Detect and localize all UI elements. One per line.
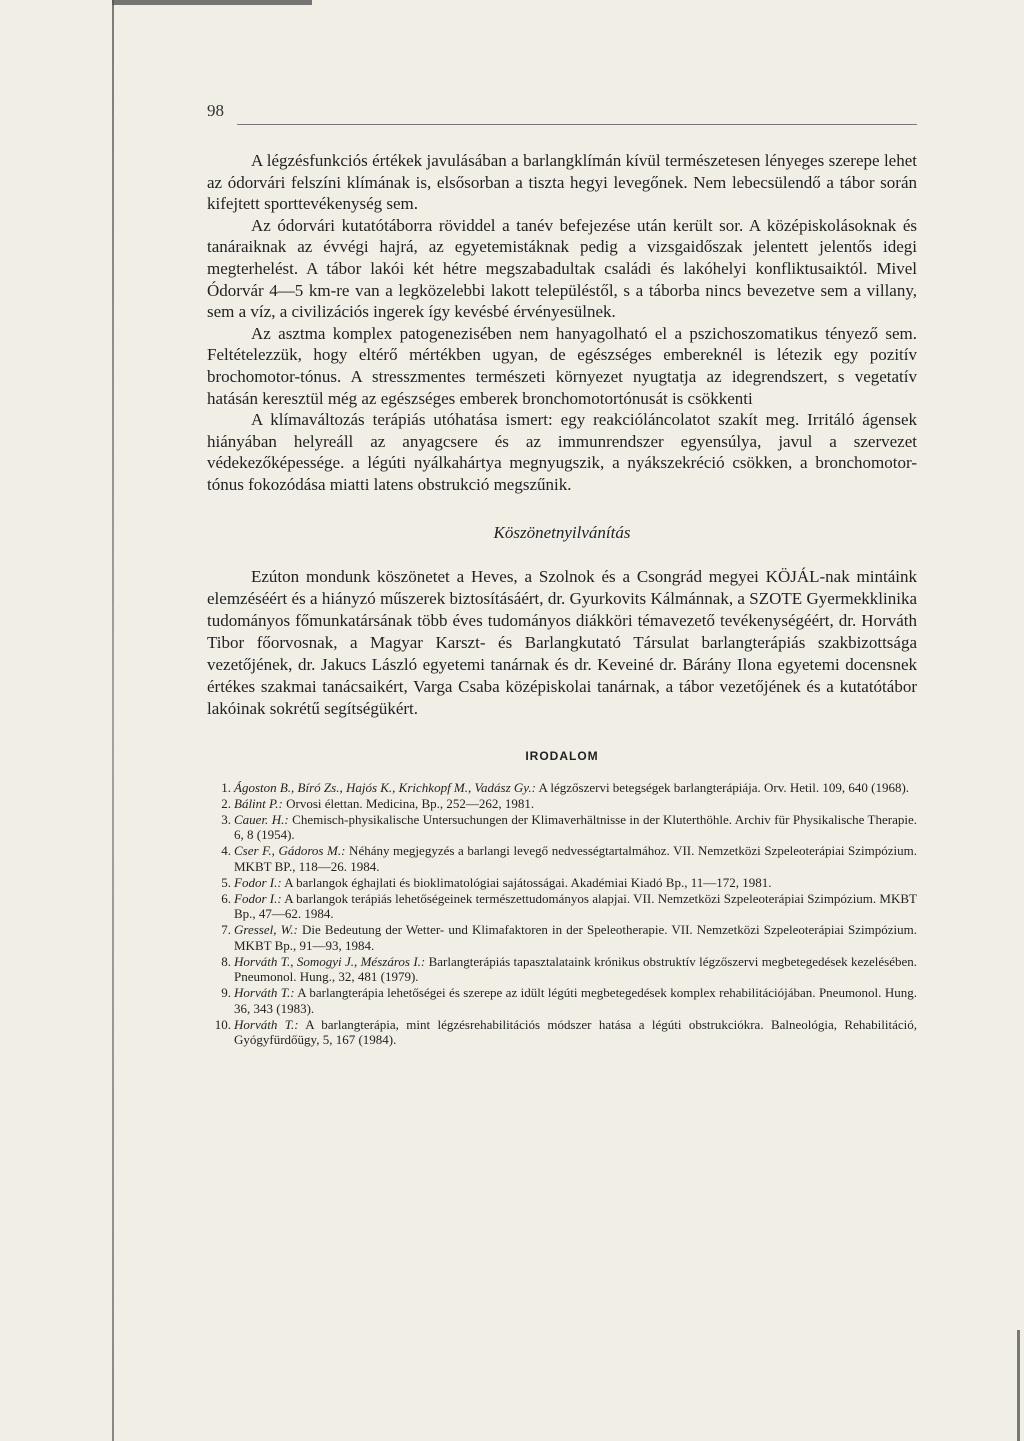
reference-item (207, 954, 917, 985)
reference-number: 6. (221, 890, 231, 906)
page-content (207, 150, 917, 1048)
body-paragraph: Az ódorvári kutatótáborra röviddel a tanév befejezése után került sor. A középiskolásoknak és tanáraiknak az évvégi hajrá, az egyetemistáknak pedig a vizsgaidőszak jelentett jelentős idegi megterhelést. A tábor lakói két hétre megszabadultak családi és lakóhelyi konfliktusaiktól. Mivel Ódorvár 4—5 km-re van a legközelebbi lakott településtől, s a táborba nincs bevezetve sem a villany, sem a víz, a civilizációs ingerek így kevésbé érvényesülnek. (207, 215, 917, 322)
reference-number: 9. (221, 985, 231, 1000)
reference-text: A barlangok terápiás lehetőségeinek természettudományos alapjai. VII. Nemzetközi Szpeleoterápiai Szimpózium. MKBT Bp., 47—62. 1984. (234, 890, 917, 921)
reference-item (207, 843, 917, 874)
reference-item (207, 812, 917, 843)
reference-number: 2. (221, 795, 231, 811)
reference-authors: Gressel, W.: (234, 922, 298, 937)
page-edge-top (112, 0, 312, 5)
reference-authors: Ágoston B., Bíró Zs., Hajós K., Krichkopf M., Vadász Gy.: (234, 779, 536, 795)
page-number: 98 (207, 101, 224, 120)
reference-item (207, 985, 917, 1016)
reference-number: 4. (221, 843, 231, 858)
body-paragraph: A klímaváltozás terápiás utóhatása ismert: egy reakcióláncolatot szakít meg. Irritáló ágensek hiányában helyreáll az anyagcsere és az immunrendszer egyensúlya, javul a szervezet védekezőképessége. a légúti nyálkahártya megnyugszik, a nyákszekréció csökken, a bronchomotor-tónus fokozódása miatti latens obstrukció megszűnik. (207, 410, 917, 494)
reference-number: 1. (221, 779, 231, 795)
acknowledgement-title: Köszönetnyilvánítás (493, 522, 631, 542)
reference-text: Die Bedeutung der Wetter- und Klimafaktoren in der Speleotherapie. VII. Nemzetközi Szpeleoterápiai Szimpózium. MKBT Bp., 91—93, 1984. (234, 922, 917, 953)
reference-text: A barlangterápia, mint légzésrehabilitációs módszer hatása a légúti obstrukciókra. Balneológia, Rehabilitáció, Gyógyfürdőügy, 5, 167 (1984). (234, 1016, 917, 1047)
references-list (207, 780, 917, 1048)
page-edge-left (112, 0, 114, 1441)
reference-item (207, 796, 917, 812)
reference-text: Chemisch-physikalische Untersuchungen der Klimaverhältnisse in der Kluterthöhle. Archiv für Physikalische Therapie. 6, 8 (1954). (234, 811, 917, 842)
body-paragraph: Az asztma komplex patogenezisében nem hanyagolható el a pszichoszomatikus tényező sem. Feltételezzük, hogy eltérő mértékben ugyan, de egészséges embereknél is létezik egy pozitív brochomotor-tónus. A stresszmentes természeti környezet nyugtatja az idegrendszert, s vegetatív hatásán keresztül még az egészséges emberek bronchomotortónusát is csökkenti (207, 323, 917, 408)
reference-text: Orvosi élettan. Medicina, Bp., 252—262, 1981. (282, 795, 535, 811)
reference-number: 7. (221, 922, 231, 937)
reference-authors: Horváth T.: (234, 1016, 299, 1032)
acknowledgement-text: Ezúton mondunk köszönetet a Heves, a Szolnok és a Csongrád megyei KÖJÁL-nak mintáink elemzéséért és a hiányzó műszerek biztosításáért, dr. Gyurkovits Kálmánnak, a SZOTE Gyermekklinika tudományos főmunkatársának több éves tudományos diákköri témavezető tevékenységéért, dr. Horváth Tibor főorvosnak, a Magyar Karszt- és Barlangkutató Társulat barlangterápiás szakbizottsága vezetőjének, dr. Jakucs László egyetemi tanárnak és dr. Keveiné dr. Bárány Ilona egyetemi docensnek értékes szakmai tanácsaikért, Varga Csaba középiskolai tanárnak, a tábor vezetőjének és a kutatótábor lakóinak sokrétű segítségükért. (207, 566, 917, 718)
body-paragraph: A légzésfunkciós értékek javulásában a barlangklímán kívül természetesen lényeges szerepe lehet az ódorvári felszíni klímának is, elsősorban a tiszta hegyi levegőnek. Nem lebecsülendő a tábor során kifejtett sporttevékenység sem. (207, 151, 917, 214)
reference-text: Barlangterápiás tapasztalataink krónikus obstruktív légzőszervi megbetegedések kezelésében. Pneumonol. Hung., 32, 481 (1979). (234, 953, 918, 984)
reference-authors: Horváth T., Somogyi J., Mészáros I.: (234, 953, 426, 969)
reference-authors: Bálint P.: (234, 795, 283, 811)
reference-item (207, 875, 917, 891)
reference-text: A barlangok éghajlati és bioklimatológiai sajátosságai. Akadémiai Kiadó Bp., 11—172, 1981. (281, 874, 772, 890)
reference-authors: Fodor I.: (234, 874, 282, 890)
page-header (207, 100, 917, 126)
reference-item (207, 1017, 917, 1048)
reference-number: 8. (221, 953, 231, 969)
reference-authors: Cser F., Gádoros M.: (234, 843, 346, 858)
references-title: IRODALOM (525, 748, 599, 763)
reference-item (207, 922, 917, 953)
reference-text: A légzőszervi betegségek barlangterápiája. Orv. Hetil. 109, 640 (1968). (535, 779, 910, 795)
reference-number: 10. (214, 1016, 231, 1032)
header-rule (237, 124, 917, 125)
reference-number: 5. (221, 874, 231, 890)
page-edge-right (1017, 1330, 1020, 1441)
reference-authors: Cauer. H.: (234, 811, 289, 827)
reference-authors: Horváth T.: (234, 985, 295, 1000)
reference-item (207, 891, 917, 922)
reference-authors: Fodor I.: (234, 890, 282, 906)
reference-text: A barlangterápia lehetőségei és szerepe az idült légúti megbetegedések komplex rehabilitációjában. Pneumonol. Hung. 36, 343 (1983). (234, 985, 917, 1016)
reference-text: Néhány megjegyzés a barlangi levegő nedvességtartalmához. VII. Nemzetközi Szpeleoterápiai Szimpózium. MKBT BP., 118—26. 1984. (234, 843, 917, 874)
reference-number: 3. (221, 811, 231, 827)
reference-item (207, 780, 917, 796)
